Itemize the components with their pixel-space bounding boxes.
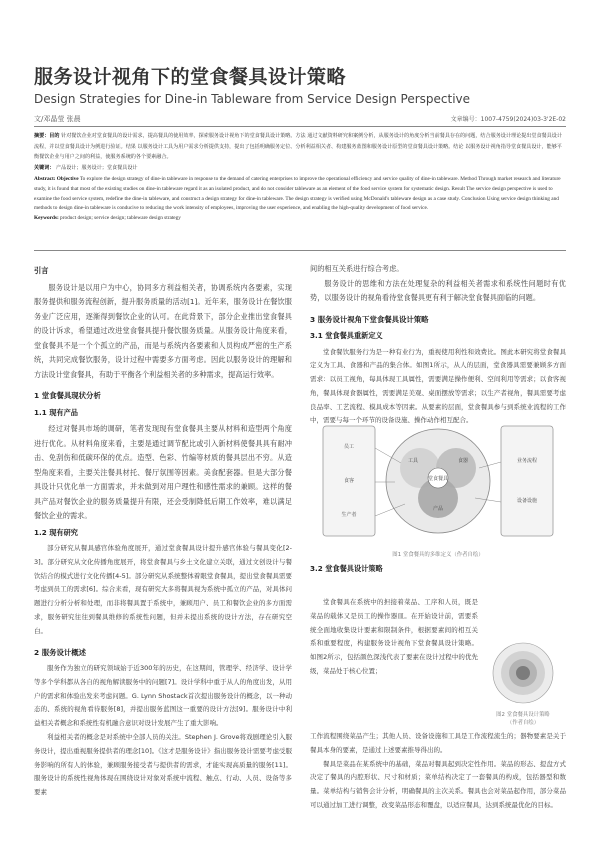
abstract-zh: [34, 131, 566, 173]
fig1-label-staff: 员工: [343, 444, 355, 450]
figure-1-diagram: [315, 418, 561, 546]
section-1-2-paragraph: 部分研究从餐具感官体验角度展开，通过堂食餐具设计提升感官体验与餐具变化[2-3]。部分研究从文化传播角度展开，将堂食餐具与乡土文化建立关联，通过文创设计与餐饮结合的模式进行文化传播[4-5]。部分研究从系统整体着眼堂食餐具，提出堂食餐具需要考虑到员工的需求[6]。综合来看，现有研究大多将餐具视为系统中孤立的产品，对具体问题进行分析分析和处理，而非将餐具置于系统中，兼顾用户、员工和餐饮企业的多方面需求，服务研究往往到餐具维修的系统性问题，但并未提出系统的设计方法，存在研究空白。: [34, 544, 292, 635]
fig1-label-equipment: 设备设施: [516, 498, 538, 504]
article-title-en: Design Strategies for Dine-in Tableware from Service Design Perspective: [34, 92, 471, 106]
section-1-1-heading: 1.1 现有产品: [34, 407, 78, 417]
intro-paragraph: 服务设计是以用户为中心，协同多方利益相关者，协调系统内各要素，实现服务提供和服务流程创新，提升服务质量的活动[1]。近年来，服务设计在餐饮服务业广泛应用，逐渐得到餐饮企业的认可。在此背景下，部分企业推出堂食餐具的设计诉求，希望通过改进堂食餐具提升餐饮服务质量。从服务设计角度来看，堂食餐具不是一个个孤立的产品，而是与系统内各要素和人员构成严密的生产系统，共同完成餐饮服务，设计过程中需要多方面考虑。因此以服务设计的理解和方法设计堂食餐具，有助于平衡各个利益相关者的多种需求，提高运行效率。: [34, 282, 292, 379]
right-column-upper: [310, 262, 566, 428]
section-3-2-paragraph-3: 餐具是菜品在某系统中的基础，菜品对餐具起到决定性作用。菜品的形态、提盘方式决定了餐具的内腔形状、尺寸和材质；菜单结构决定了一套餐具的构成，包括器型和数量。菜单结构与销售会计分析，明确餐具的主次关系。餐具也会对菜品起作用，部分菜品可以通过加工进行调整，改变菜品形态和覆盘，以适应餐具，达到系统最优化的目标。: [310, 759, 566, 809]
section-2-heading: 2 服务设计概述: [34, 647, 87, 657]
fig1-label-product: 产品: [432, 506, 444, 512]
keywords-zh: 产品设计；服务设计；堂食餐具设计: [56, 164, 138, 171]
right-column-bottom: [310, 730, 566, 813]
article-title-zh: 服务设计视角下的堂食餐具设计策略: [34, 66, 347, 88]
section-3-2-heading: 3.2 堂食餐具设计策略: [310, 564, 383, 573]
abstract-zh-text: 针对餐饮企业对堂食餐具的设计需求，提高餐具的使用效率，探索服务设计视角下的堂食餐具设计策略。方法 通过文献资料研究和案例分析，从服务设计的角度分析当前餐具存在的问题，结合服务设计理论提出堂食餐具设计流程，并以堂食餐具设计为例进行验证。结果 以服务设计工具为用户需求分析提供支持，提出了包括明确服务定位、分析利益相关者、构建服务蓝图和服务设计原型的堂食餐具设计策略。结论 以服务设计视角指导堂食餐具设计，能够平衡餐饮企业与用户之间的利益，使服务系统的各个要素融合。: [34, 133, 562, 161]
section-1-1-paragraph: 经过对餐具市场的调研，笔者发现现有堂食餐具主要从材料和造型两个角度进行优化。从材料角度来看，主要是通过调节配比或引入新材料使餐具具有耐冲击、免刮伤和低碳环保的优点。造型、色彩、竹编等材质的餐具层出不穷。从造型角度来看，主要关注餐具材托、餐厅氛围等因素。美食配套器。但是大部分餐具设计只优化单一方面需求，并未做到对用户理性和感性需求的兼顾。这样的餐具产品对餐饮企业的服务质量提升有限，还会受制降低后期工作效率，难以满足餐饮企业的需求。: [34, 424, 292, 520]
keywords-zh-label: 关键词：: [34, 164, 55, 171]
section-3-2-heading-block: [310, 560, 566, 579]
keywords-en: product design; service design; tableware design strategy: [60, 215, 181, 222]
keywords-en-label: Keywords:: [34, 215, 59, 222]
abstract-en-text: To explore the design strategy of dine-in tableware in response to the demand of catering enterprises to improve the operational efficiency and service quality of dine-in tableware. Method Through market research and literature study, it is found that most of the existing studies on dine-in tableware regard it as an isolated product, and do not consider tableware as an element of the food service system for systematic design. Result The service design perspective is used to examine the food service system, redefine the dine-in tableware, and construct a design strategy for dine-in tableware. The design strategy is verified using McDonald's tableware design as a case study. Conclusion Using service design thinking and methods to design dine-in tableware is conducive to reducing the work intensity of employees, improving the user experience, and enabling the high-quality development of food service.: [34, 176, 561, 212]
figure-2: [482, 640, 564, 726]
abstract-en-label: Abstract: Objective: [34, 176, 79, 182]
intro-heading: 引言: [34, 266, 49, 275]
figure-2-diagram: [482, 640, 564, 706]
continued-paragraph: 间的相互关系进行综合考虑。: [310, 264, 404, 273]
section-3-2-paragraph-1: 堂食餐具在系统中的担接着菜品、工序和人员，既是菜品的载体又是员工的操作器皿。在开始设计前，需要系统全面地收集设计要素和限制条件，根据要素间的相互关系和重要程度，构建服务设计视角下堂食餐具设计策略。如图2所示，包括颜色深浅代表了要素在设计过程中的优先级，菜品处于核心位置；: [310, 598, 478, 675]
section-1-2-heading: 1.2 现有研究: [34, 527, 78, 537]
authors: 文/邓晶莹 张晨: [34, 115, 81, 123]
section-3-1-heading: 3.1 堂食餐具重新定义: [310, 331, 383, 340]
abstract-en: [34, 175, 566, 224]
figure-2-caption-line2: （作者自绘）: [506, 720, 540, 726]
fig1-label-tool: 工具: [407, 458, 419, 464]
fig2-core: [516, 666, 530, 680]
service-design-paragraph: 服务设计的思维和方法在处理复杂的利益相关者需求和系统性问题时有优势，以服务设计的视角看待堂食餐具更有利于解决堂食餐具面临的问题。: [310, 278, 566, 302]
section-3-heading: 3 服务设计视角下堂食餐具设计策略: [310, 314, 429, 324]
fig1-label-process: 业务流程: [516, 458, 538, 464]
fig1-label-vessel: 食器: [457, 458, 469, 464]
left-column: [34, 262, 292, 800]
section-1-heading: 1 堂食餐具现状分析: [34, 391, 101, 400]
section-3-1-paragraph: 堂食餐饮服务行为是一种有业行为，重视使用利性和效费比。图此本研究将堂食餐具定义为工具、食器和产品的集合体。如图1所示，从人的层面，堂食器具需要兼顾多方面需求：以员工视角，每具体现工具属性，需要满足操作便利、空间利用等需求；以食客视角，餐具体现食器属性，需要满足美观、桌面摆放等需求；以生产者视角，餐具需要考虑良品率、工艺流程、模具成本等因素。从要素的层面，堂食餐具参与到系统业流程的工作中，需要与每一个环节的设备设施、操作动作相互配合。: [310, 347, 566, 425]
abstract-rule: [34, 250, 566, 251]
section-3-2-text-narrow: [310, 596, 478, 679]
figure-1: [315, 418, 561, 558]
header-rule: [34, 126, 566, 127]
fig1-elements-panel: [501, 426, 553, 536]
figure-1-caption: 图1 堂食餐具的多维定义（作者自绘）: [392, 552, 484, 558]
article-number: 文章编号：1007-4759(2024)03-3'2E-02: [450, 116, 566, 123]
section-3-2-paragraph-2: 工作流程围绕菜品产生；其他人员、设备设施和工具是工作流程流生的；器物要素是关于餐具本身的要素，是通过上述要素推导得出的。: [310, 732, 566, 754]
fig1-label-diner: 食客: [343, 478, 355, 484]
section-2-paragraph-1: 服务作为独立的研究领域始于近300年的历史，在这期间，管理学、经济学、设计学等多个学科都从各自的视角解读服务中的问题[7]。设计学科中重于从人的角度出发，从用户的需求和体验出发来考虑问题。G. Lynn Shostack首次提出服务设计的概念，以一种动态的、系统的视角看待服务[8]，并提出服务蓝图这一重要的设计方法[9]。服务设计中利益相关者概念和系统性有机融合意识对设计发展产生了重大影响。: [34, 664, 292, 728]
abstract-zh-label: 摘要：目的: [34, 133, 60, 139]
fig1-label-maker: 生产者: [341, 512, 357, 518]
section-2-paragraph-2: 利益相关者的概念是对系统中全部人员的关注。Stephen J. Grove将戏剧理论引入服务设计，提出重视服务提供者的理念[10]。《这才是服务设计》指出服务设计需要考虑受服务影响的所有人的体验，兼顾服务接受者与提供者的需求，才能实现高质量的服务[11]。服务设计的系统性视角体现在围绕设计对象对系统中流程、触点、行动、人员、设备等多要素: [34, 733, 292, 797]
fig1-label-center: 堂食餐具: [427, 476, 449, 482]
figure-2-caption-line1: 图2 堂食餐具设计策略: [496, 712, 550, 718]
